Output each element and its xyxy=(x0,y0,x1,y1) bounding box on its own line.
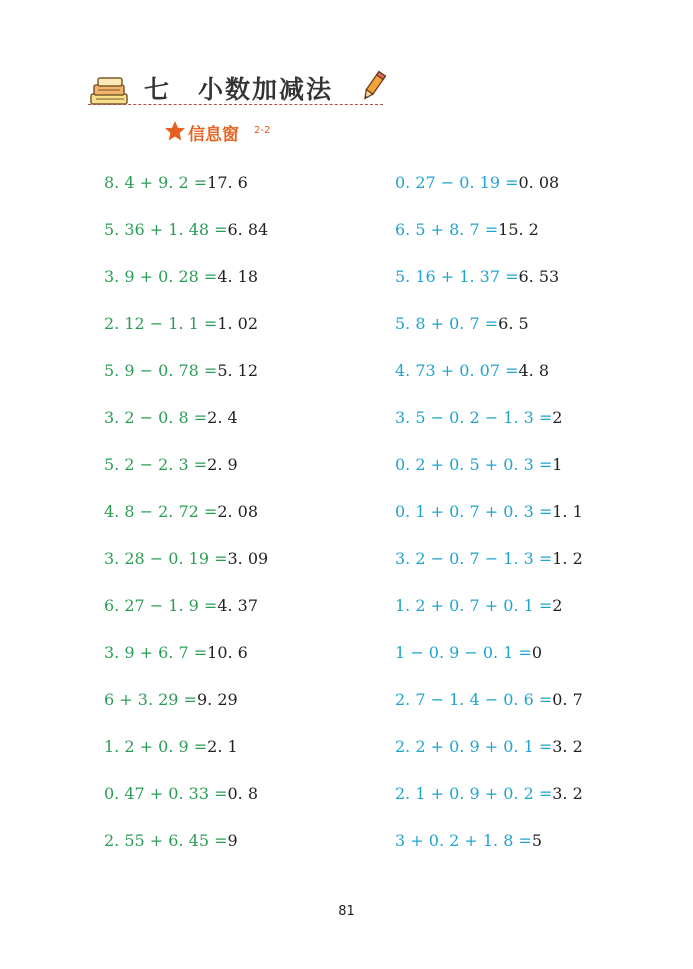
equation-row xyxy=(104,359,268,406)
equation-row xyxy=(395,829,583,876)
equation-row xyxy=(395,406,583,453)
equation-question: 3. 5 − 0. 2 − 1. 3 = xyxy=(395,408,553,427)
equation-answer: 5 xyxy=(531,831,543,850)
equation-question: 5. 9 − 0. 78 = xyxy=(104,361,218,380)
equation-question: 8. 4 + 9. 2 = xyxy=(104,173,208,192)
equation-question: 3. 9 + 6. 7 = xyxy=(104,643,208,662)
equation-question: 2. 1 + 0. 9 + 0. 2 = xyxy=(395,784,553,803)
header-divider xyxy=(88,104,383,105)
star-icon xyxy=(164,120,186,142)
equation-row xyxy=(395,688,583,735)
equation-answer: 3. 2 xyxy=(552,784,583,803)
equation-answer: 0. 08 xyxy=(518,173,560,192)
equation-row xyxy=(395,265,583,312)
equation-question: 1 − 0. 9 − 0. 1 = xyxy=(395,643,532,662)
right-equation-column xyxy=(395,171,583,876)
equation-row xyxy=(395,641,583,688)
equation-row xyxy=(104,406,268,453)
equation-answer: 6. 53 xyxy=(518,267,560,286)
equation-answer: 4. 18 xyxy=(217,267,259,286)
equation-question: 4. 73 + 0. 07 = xyxy=(395,361,519,380)
equation-row xyxy=(104,171,268,218)
equation-answer: 1 xyxy=(552,455,563,474)
chapter-title: 七 小数加减法 xyxy=(144,75,334,104)
equation-row xyxy=(395,171,583,218)
equation-answer: 2 xyxy=(552,408,563,427)
equation-row xyxy=(104,782,268,829)
equation-answer: 2. 1 xyxy=(207,737,238,756)
left-equation-column xyxy=(104,171,268,876)
section-title: 信息窗 xyxy=(188,125,239,145)
equation-question: 2. 2 + 0. 9 + 0. 1 = xyxy=(395,737,553,756)
equation-answer: 2. 08 xyxy=(217,502,259,521)
equation-question: 1. 2 + 0. 7 + 0. 1 = xyxy=(395,596,553,615)
section-number: 2-2 xyxy=(254,125,271,136)
equation-row xyxy=(395,453,583,500)
equation-answer: 15. 2 xyxy=(498,220,539,239)
equation-question: 3. 28 − 0. 19 = xyxy=(104,549,228,568)
equation-answer: 6. 5 xyxy=(498,314,529,333)
equation-answer: 1. 1 xyxy=(552,502,583,521)
equation-answer: 3. 09 xyxy=(227,549,269,568)
equation-answer: 2 xyxy=(552,596,563,615)
equation-row xyxy=(395,782,583,829)
equation-answer: 2. 4 xyxy=(207,408,238,427)
equation-answer: 2. 9 xyxy=(207,455,238,474)
equation-answer: 0 xyxy=(531,643,543,662)
equation-question: 3. 9 + 0. 28 = xyxy=(104,267,218,286)
equation-row xyxy=(395,359,583,406)
equation-answer: 9. 29 xyxy=(196,690,238,709)
equation-question: 2. 12 − 1. 1 = xyxy=(104,314,218,333)
equation-question: 3 + 0. 2 + 1. 8 = xyxy=(395,831,532,850)
equation-row xyxy=(395,218,583,265)
equation-row xyxy=(104,594,268,641)
equation-answer: 1. 2 xyxy=(552,549,583,568)
equation-question: 6 + 3. 29 = xyxy=(104,690,197,709)
equation-question: 5. 36 + 1. 48 = xyxy=(104,220,228,239)
equation-answer: 4. 8 xyxy=(518,361,550,380)
equation-answer: 9 xyxy=(227,831,238,850)
equation-answer: 10. 6 xyxy=(207,643,248,662)
equation-question: 6. 27 − 1. 9 = xyxy=(104,596,218,615)
equation-answer: 17. 6 xyxy=(207,173,248,192)
equation-row xyxy=(395,500,583,547)
equation-row xyxy=(395,594,583,641)
equation-question: 2. 55 + 6. 45 = xyxy=(104,831,228,850)
equation-answer: 0. 8 xyxy=(227,784,259,803)
equation-question: 0. 27 − 0. 19 = xyxy=(395,173,519,192)
equation-question: 0. 2 + 0. 5 + 0. 3 = xyxy=(395,455,553,474)
page-number: 81 xyxy=(338,904,355,919)
equation-question: 0. 47 + 0. 33 = xyxy=(104,784,228,803)
equation-question: 5. 8 + 0. 7 = xyxy=(395,314,499,333)
equation-question: 5. 2 − 2. 3 = xyxy=(104,455,208,474)
equation-question: 6. 5 + 8. 7 = xyxy=(395,220,499,239)
equation-question: 4. 8 − 2. 72 = xyxy=(104,502,218,521)
equation-answer: 6. 84 xyxy=(227,220,269,239)
pencil-icon xyxy=(360,70,386,104)
equation-row xyxy=(104,453,268,500)
equation-row xyxy=(395,735,583,782)
equation-question: 0. 1 + 0. 7 + 0. 3 = xyxy=(395,502,553,521)
equation-answer: 3. 2 xyxy=(552,737,583,756)
equation-question: 3. 2 − 0. 8 = xyxy=(104,408,208,427)
equation-row xyxy=(104,500,268,547)
equation-row xyxy=(104,547,268,594)
equation-row xyxy=(104,218,268,265)
equation-row xyxy=(104,735,268,782)
equation-answer: 1. 02 xyxy=(217,314,259,333)
equation-question: 2. 7 − 1. 4 − 0. 6 = xyxy=(395,690,553,709)
equation-row xyxy=(104,312,268,359)
equation-question: 3. 2 − 0. 7 − 1. 3 = xyxy=(395,549,553,568)
equation-row xyxy=(104,829,268,876)
equation-row xyxy=(395,547,583,594)
equation-question: 1. 2 + 0. 9 = xyxy=(104,737,208,756)
equation-row xyxy=(104,641,268,688)
equation-row xyxy=(104,688,268,735)
equation-answer: 5. 12 xyxy=(217,361,259,380)
equation-row xyxy=(104,265,268,312)
equation-row xyxy=(395,312,583,359)
equation-answer: 0. 7 xyxy=(552,690,583,709)
equation-answer: 4. 37 xyxy=(217,596,259,615)
equation-question: 5. 16 + 1. 37 = xyxy=(395,267,519,286)
